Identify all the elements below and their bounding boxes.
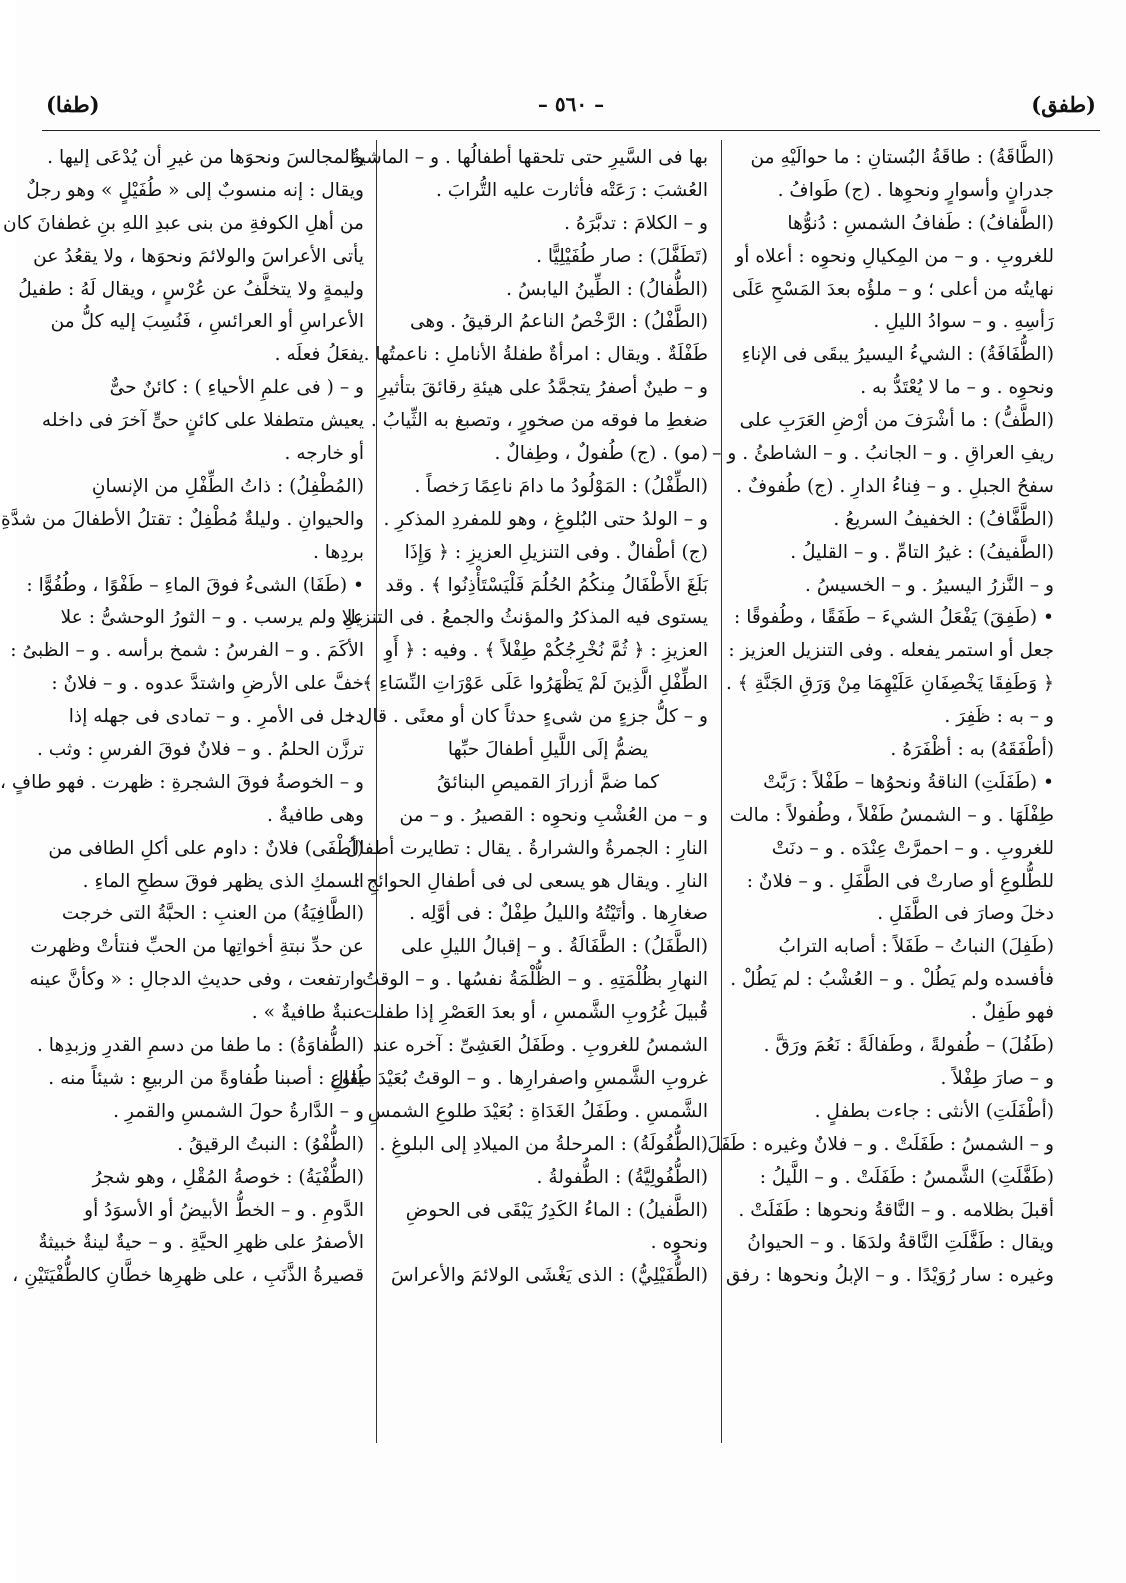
text-line: بَلَغَ الأَطْفَالُ مِنكُمُ الحُلُمَ فَلْيَسْتَأْذِنُوا ﴾ . وقد [385, 574, 708, 596]
header-root-right: (طفق) [1031, 92, 1096, 117]
text-line: دخل فى الأمرِ . و – تمادى فى جهله إذا [68, 706, 364, 728]
text-line: وليمةٍ ولا يتخلَّفُ عن عُرْسٍ ، ويقال لَهُ : طفيلُ [18, 278, 364, 300]
text-line: و – النَّزرُ اليسيرُ . و – الخسيسُ . [805, 574, 1054, 596]
text-line: رَأسِهِ . و – سوادُ الليلِ . [873, 311, 1054, 333]
text-line: العزيزِ : ﴿ ثُمَّ نُخْرِجُكُمْ طِفْلاً ﴾ . وفيه : ﴿ أَوِ [384, 640, 708, 662]
text-line: (الطِّفْلُ) : المَوْلُودُ ما دامَ ناعِمًا رَخصاً . [414, 475, 708, 497]
text-line: عن حدِّ نبتةِ أخواتِها من الحبِّ فنتأتْ وظهرت [30, 936, 364, 958]
text-line: (الطَّافِيَةُ) من العنبِ : الحبَّةُ التى خرجت [61, 903, 364, 925]
text-line: أو خارجه . [284, 443, 364, 465]
text-line: وارتفعت ، وفى حديثِ الدجالِ : « وكأنَّ عينه [29, 969, 364, 991]
text-line: (الطُّفُولَةُ) : المرحلةُ من الميلادِ إلى البلوغِ . [379, 1133, 708, 1155]
text-line: للطُّلوعِ أو صارتْ فى الطَّفَلِ . و – فلانٌ : [746, 870, 1054, 892]
text-line: النارِ . ويقال هو يسعى لى فى أطفالِ الحوائجِ : [354, 870, 708, 892]
text-line: بردِها . [312, 541, 364, 563]
column-divider-right [721, 140, 722, 1443]
text-line: (أطْفَى) فلانٌ : داوم على أكلِ الطافى من [48, 837, 364, 859]
text-line: عنبةٌ طافيةٌ » . [251, 1002, 364, 1024]
column-left [0, 142, 364, 1293]
text-line: (الطُّفُولِيَّةُ) : الطُّفولةُ . [536, 1166, 708, 1188]
text-line: الشَّمسِ . وطَفَلُ الغَدَاةِ : بُعَيْدَ طلوعِ الشمسِ . [355, 1100, 708, 1122]
text-line: (الطَّفَّافُ) : الخفيفُ السريعُ . [833, 508, 1054, 530]
text-line: (الطَّفْلُ) : الرَّخْصُ الناعمُ الرقيقُ . وهى [409, 311, 708, 333]
text-line: و – صارَ طِفْلاً . [940, 1067, 1054, 1089]
text-line: و – الخوصةُ فوقَ الشجرةِ : ظهرت . فهو طافٍ ، [0, 771, 364, 793]
text-line: طَفْلَةٌ . ويقال : امرأةٌ طفلةُ الأناملِ : ناعمتُها . [363, 344, 708, 366]
text-line: • (طَفَلَتِ) الناقةُ ونحوُها – طَفْلاً : رَبَّتْ [763, 771, 1054, 793]
text-line: و – الولدُ حتى البُلوغِ ، وهو للمفردِ المذكرِ . [383, 508, 708, 530]
text-line: يقال : أصبنا طُفاوةً من الربيعِ : شيئاً منه . [48, 1067, 364, 1089]
text-line: علا ولم يرسب . و – الثورُ الوحشىُّ : علا [60, 607, 364, 629]
text-line: (أطْفَقَهُ) به : أظْفَرَهُ . [890, 739, 1054, 761]
text-line: (مو) . (ج) طُفولٌ ، وطِفالٌ . [494, 443, 708, 465]
text-line: الأصفرُ على ظهرِ الحيَّةِ . و – حيةٌ لينةٌ خبيثةٌ [38, 1232, 364, 1254]
text-line: • (طَفَا) الشىءُ فوقَ الماءِ – طَفْوًا ، وطُفُوًّا : [26, 574, 364, 596]
text-line: و – طينٌ أصفرُ يتجمَّدُ على هيئةِ رقائقَ بتأثيرِ [378, 377, 708, 399]
text-line: أقبلَ بظلامه . و – النَّاقةُ ونحوها : طَفَلَتْ . [738, 1199, 1054, 1221]
text-line: وهى طافيةٌ . [267, 804, 364, 826]
text-line: (طَفِلَ) النباتُ – طَفَلاً : أصابه الترابُ [778, 936, 1054, 958]
column-right [695, 142, 1054, 1293]
text-line: ونحوِه . [650, 1232, 708, 1254]
text-line: ويقال : إنه منسوبٌ إلى « طُفَيْلٍ » وهو رجلٌ [26, 179, 364, 201]
text-line: طِفْلَهَا . و – الشمسُ طَفْلاً ، وطُفولاً : مالت [729, 804, 1054, 826]
text-line: (طَفُلَ) – طُفولةً ، وطَفالَةً : نَعُمَ ورَقَّ . [763, 1035, 1054, 1057]
text-line: ويقال : طَفَّلَتِ النَّاقةُ ولدَهَا . و – الحيوانُ [747, 1232, 1054, 1254]
text-line: ريفِ العراقِ . و – الجانبُ . و – الشاطئُ . و – [712, 443, 1054, 465]
text-line: بها فى السَّيرِ حتى تلحقها أطفالُها . و – الماشيةُ [350, 147, 708, 168]
text-line: جعل أو استمر يفعله . وفى التنزيل العزيز : [728, 640, 1054, 662]
text-line: (الطُّفَيْلِيُّ) : الذى يَغْشَى الولائمَ والأعراسَ [390, 1265, 708, 1287]
text-line: (الطَّفيلُ) : الماءُ الكَدِرُ يَبْقَى فى الحوضِ [405, 1199, 708, 1221]
text-line: • (طَفِقَ) يَفْعَلُ الشيءَ – طَفَقًا ، وطُفوقًا : [734, 607, 1054, 629]
text-line: قُبيلَ غُرُوبِ الشَّمسِ ، أو بعدَ العَصْرِ إذا طفلت [360, 1002, 708, 1024]
text-line: (تَطَفَّلَ) : صار طُفَيْلِيًّا . [536, 245, 708, 267]
text-line: والحيوانِ . وليلةٌ مُطْفِلٌ : تقتلُ الأطفالَ من شدَّةِ [0, 508, 364, 530]
text-line: يستوى فيه المذكرُ والمؤنثُ والجمعُ . فى التنزيلِ [342, 607, 708, 629]
text-line: والمجالسَ ونحوَها من غيرِ أن يُدْعَى إليها . [47, 147, 364, 168]
text-line: (الطُّفالُ) : الطِّينُ اليابسُ . [506, 278, 708, 300]
text-line: ضغطِ ما فوقه من صخورٍ ، وتصبغ به الثِّيابُ . [370, 410, 708, 432]
text-line: العُشبَ : رَعَتْه فأثارت عليه التُّرابَ . [435, 179, 708, 201]
text-line: ترزَّن الحلمُ . و – فلانٌ فوقَ الفرسِ : وثب . [36, 739, 364, 761]
text-line: (أطْفَلَتِ) الأنثى : جاءت بطفلٍ . [814, 1100, 1054, 1122]
text-line: يضمُّ إلَى اللَّيلِ أطفالَ حبِّها [447, 739, 649, 761]
text-line: (الطَّاقَةُ) : طاقَةُ البُستانِ : ما حوالَيْهِ من [750, 147, 1054, 168]
text-line: النهارِ بظُلْمَتِهِ . و – الظُّلْمَةُ نفسُها . و – الوقتُ [362, 969, 708, 991]
text-line: (الطَّفافُ) : طَفافُ الشمسِ : دُنوُّها [787, 212, 1054, 234]
text-line: كما ضمَّ أزرارَ القميصِ البنائقُ [436, 771, 660, 793]
text-line: الأكَمَ . و – الفرسُ : شمخ برأسه . و – الظبىُ : [10, 640, 364, 662]
text-line: و – الشمسُ : طَفَلَتْ . و – فلانٌ وغيره : طَفَلَ . [695, 1133, 1054, 1155]
text-line: (الطَّفُّ) : ما أشْرَفَ من أرْضِ العَرَبِ على [739, 410, 1054, 432]
text-line: (المُطْفِلُ) : ذاتُ الطِّفْلِ من الإنسانِ [91, 475, 364, 497]
text-line: نهايتُه من أعلى ؛ و – ملؤُه بعدَ المَسْحِ عَلَى [732, 278, 1054, 300]
text-line: الشمسُ للغروبِ . وطَفَلُ العَشِىِّ : آخره عند [372, 1035, 708, 1057]
text-line: و – الكلامَ : تدبَّرَهُ . [564, 212, 708, 234]
text-line: قصيرةُ الذَّنَبِ ، على ظهرِها خطَّانِ كالطُّفْيَتَيْنِ ، [12, 1265, 364, 1287]
text-line: و – كلُّ جزءٍ من شىءٍ حدثاً كان أو معنًى . قال : [346, 706, 708, 728]
text-line: ﴿ وَطَفِقَا يَخْصِفَانِ عَلَيْهِمَا مِنْ وَرَقِ الجَنَّةِ ﴾ . [725, 673, 1054, 695]
text-line: الأعراسِ أو العرائسِ ، فَنُسِبَ إليه كلُّ من [50, 311, 364, 333]
column-divider-left [376, 140, 377, 1443]
header-rule [42, 130, 1100, 131]
text-line: السمكِ الذى يظهر فوقَ سطحِ الماءِ . [82, 870, 364, 892]
text-line: الطِّفْلِ الَّذِينَ لَمْ يَظْهَرُوا عَلَى عَوْرَاتِ النِّسَاءِ ﴾ . [350, 673, 708, 695]
text-line: و – به : ظَفِرَ . [944, 706, 1054, 728]
text-line: للغروبِ . و – من المِكيالِ ونحوِه : أعلاه أو [735, 245, 1054, 267]
text-line: (طَفَّلَتِ) الشَّمسُ : طَفَلَتْ . و – اللَّيلُ : [759, 1166, 1054, 1188]
text-line: خفَّ على الأرضِ واشتدَّ عدوه . و – فلانٌ : [51, 673, 364, 695]
text-line: (الطُّفَافَةُ) : الشيءُ اليسيرُ يبقَى فى الإناءِ [741, 344, 1054, 366]
text-line: (الطُّفاوَةُ) : ما طفا من دسمِ القدرِ وزبدِها . [36, 1035, 364, 1057]
text-line: يأتى الأعراسَ والولائمَ ونحوَها ، ولا يقعُدُ عن [33, 245, 364, 267]
text-line: الدَّومِ . و – الخطُّ الأبيضُ أو الأسوَدُ أو [84, 1199, 364, 1221]
text-line: يعيش متطفلا على كائنٍ حىٍّ آخرَ فى داخله [41, 410, 364, 432]
page-number: – ٥٦٠ – [537, 92, 605, 116]
text-line: فأفسده ولم يَطُلْ . و – العُشْبُ : لم يَطُلْ . [730, 969, 1054, 991]
text-line: سفحُ الجبلِ . و – فِناءُ الدارِ . (ج) طُفوفٌ . [736, 475, 1054, 497]
text-line: (الطَّفيفُ) : غيرُ التامِّ . و – القليلُ . [790, 541, 1054, 563]
text-line: يفعَلُ فعلَه . [274, 344, 364, 366]
text-line: ونحوِه . و – ما لا يُعْتَدُّ به . [860, 377, 1054, 399]
text-line: (ج) أطْفالٌ . وفى التنزيلِ العزيزِ : ﴿ وَإِذَا [404, 541, 708, 563]
text-line: (الطُّفْوُ) : النبتُ الرقيقُ . [177, 1133, 364, 1155]
text-line: (الطَّفَلُ) : الطَّفَالَةُ . و – إقبالُ الليلِ على [401, 936, 708, 958]
text-line: النارِ : الجمرةُ والشرارةُ . يقال : تطايرت أطفالُ [345, 837, 708, 859]
text-line: من أهلِ الكوفةِ من بنى عبدِ اللهِ بنِ غطفانَ كان [3, 212, 364, 234]
text-line: و – ( فى علمِ الأحياءِ ) : كائنٌ حىٌّ [109, 377, 364, 399]
text-line: دخلَ وصارَ فى الطَّفَلِ . [877, 903, 1054, 925]
text-line: و – من العُشْبِ ونحوِه : القصيرُ . و – من [399, 804, 708, 826]
text-line: صغارِها . وأتَيْتُهُ والليلُ طِفْلٌ : فى أوَّلِه . [409, 903, 708, 925]
text-line: وغيره : سار رُوَيْدًا . و – الإبلُ ونحوها : رفق [725, 1265, 1054, 1287]
text-line: فهو طَفِلٌ . [970, 1002, 1054, 1024]
text-line: (الطُّفْيَةُ) : خوصةُ المُقْلِ ، وهو شجرُ [92, 1166, 364, 1188]
text-line: للغروبِ . و – احمرَّتْ عِنْدَه . و – دنَتْ [771, 837, 1054, 859]
text-line: جدرانٍ وأسوارٍ ونحوِها . (ج) طَوافُ . [777, 179, 1054, 201]
text-line: و – الدَّارةُ حولَ الشمسِ والقمرِ . [113, 1100, 364, 1122]
text-line: غروبِ الشَّمسِ واصفرارِها . و – الوقتُ بُعَيْدَ طُلوعِ [330, 1067, 708, 1089]
page-header [42, 92, 1100, 126]
header-root-left: (طفا) [46, 92, 100, 117]
